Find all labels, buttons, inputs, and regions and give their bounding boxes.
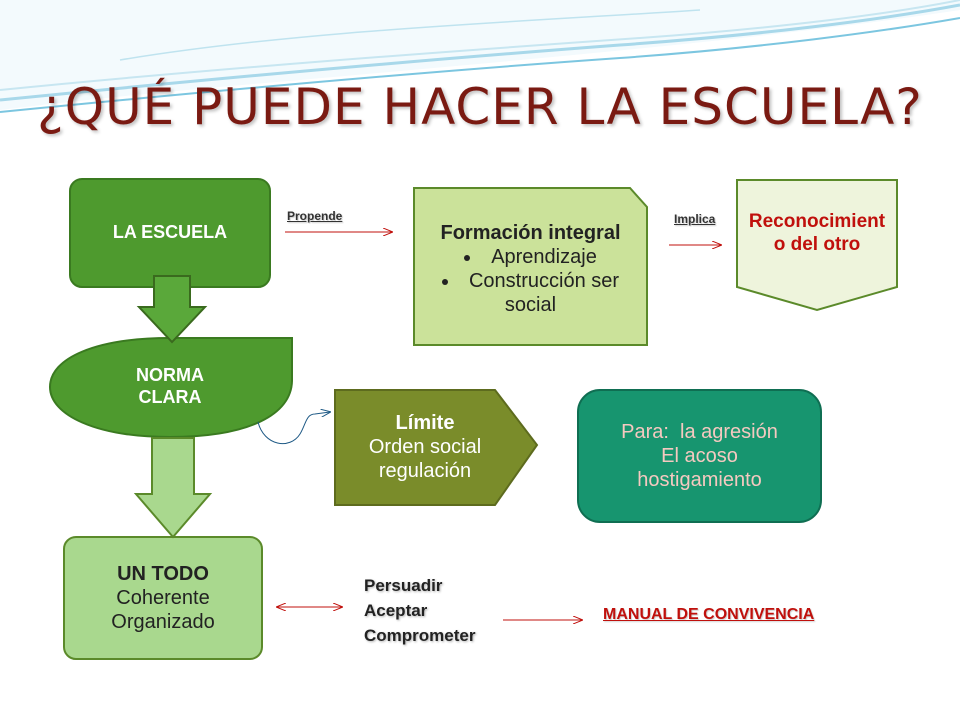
manual-label: MANUAL DE CONVIVENCIA bbox=[603, 606, 815, 623]
limite-node bbox=[335, 392, 515, 502]
formacion-list bbox=[414, 245, 647, 317]
escuela-label: LA ESCUELA bbox=[112, 222, 228, 243]
para-line: El acoso bbox=[661, 445, 738, 467]
todo-heading: UN TODO bbox=[117, 563, 209, 585]
para-line: hostigamiento bbox=[637, 469, 762, 491]
edge-label-propende: Propende bbox=[287, 209, 343, 223]
limite-heading: Límite bbox=[395, 412, 455, 434]
formacion-bullet: • Aprendizaje bbox=[414, 245, 647, 269]
action-item: Aceptar bbox=[364, 601, 428, 620]
limite-line: Orden social bbox=[368, 436, 482, 458]
formacion-bullet: • Construcción ser social bbox=[414, 269, 647, 317]
page-title: ¿QUÉ PUEDE HACER LA ESCUELA? bbox=[37, 78, 923, 136]
actions-list bbox=[364, 573, 475, 648]
todo-line: Coherente bbox=[116, 587, 210, 609]
limite-line: regulación bbox=[378, 460, 472, 482]
reconocimiento-node bbox=[745, 186, 889, 282]
action-item: Persuadir bbox=[364, 576, 443, 595]
para-line: Para: la agresión bbox=[621, 421, 778, 443]
down-arrow-norma-todo bbox=[136, 438, 210, 537]
norma-node bbox=[80, 352, 260, 422]
formacion-heading: Formación integral bbox=[440, 222, 621, 244]
formacion-node bbox=[414, 195, 647, 343]
edge-label-implica: Implica bbox=[674, 212, 716, 226]
todo-line: Organizado bbox=[111, 611, 215, 633]
reconocimiento-label: Reconocimiento del otro bbox=[748, 211, 886, 255]
para-node bbox=[578, 395, 821, 517]
escuela-node bbox=[70, 179, 270, 287]
norma-line: NORMA bbox=[136, 365, 204, 386]
norma-line: CLARA bbox=[138, 387, 202, 407]
todo-node bbox=[64, 540, 262, 656]
action-item: Comprometer bbox=[364, 626, 476, 645]
